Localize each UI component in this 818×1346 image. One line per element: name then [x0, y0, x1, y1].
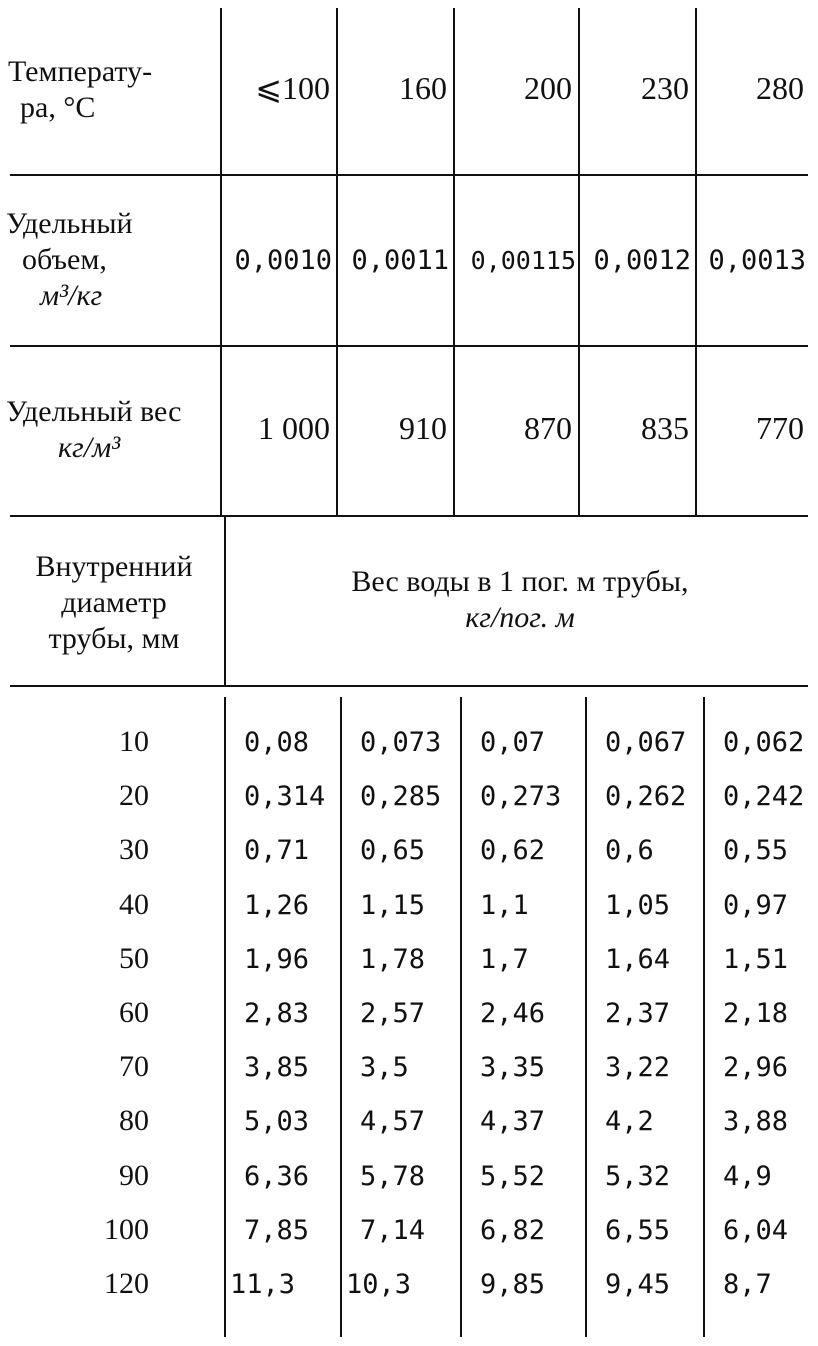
- weight-cell: 3,22: [605, 1051, 671, 1083]
- weight-cell: 0,71: [244, 834, 310, 866]
- rule-2: [10, 345, 808, 347]
- weight-cell: 1,78: [360, 943, 426, 975]
- specific-volume-label-line-2: объем,: [22, 243, 107, 276]
- weight-cell: 1,7: [480, 943, 529, 975]
- rule-3: [10, 515, 808, 517]
- weight-cell: 5,78: [360, 1160, 426, 1192]
- diameter-cell: 100: [104, 1213, 149, 1246]
- weight-cell: 5,52: [480, 1160, 546, 1192]
- weight-cell: 0,073: [360, 726, 442, 758]
- weight-cell: 1,05: [605, 889, 671, 921]
- weight-cell: 3,35: [480, 1051, 546, 1083]
- specific-volume-cell-1: 0,0010: [234, 244, 332, 276]
- specific-weight-cell-3: 870: [524, 410, 572, 446]
- diameter-cell: 30: [119, 833, 149, 866]
- diameter-label-line-3: трубы, мм: [48, 621, 180, 655]
- weight-cell: 0,65: [360, 834, 426, 866]
- weight-cell: 3,88: [723, 1105, 789, 1137]
- weight-cell: 1,26: [244, 889, 310, 921]
- weight-cell: 1,96: [244, 943, 310, 975]
- specific-weight-cell-5: 770: [756, 410, 804, 446]
- weight-cell: 1,1: [480, 889, 529, 921]
- temperature-label-line-2: ра, °C: [20, 91, 96, 124]
- weight-cell: 4,57: [360, 1105, 426, 1137]
- weight-cell: 8,7: [723, 1268, 772, 1300]
- weight-cell: 0,273: [480, 780, 562, 812]
- temperature-cell-4: 230: [641, 70, 689, 106]
- diameter-cell: 20: [119, 779, 149, 812]
- weight-cell: 2,57: [360, 997, 426, 1029]
- weight-cell: 0,062: [723, 726, 805, 758]
- weight-cell: 11,3: [230, 1268, 296, 1300]
- diameter-label-line-2: диаметр: [61, 585, 167, 619]
- diameter-cell: 70: [119, 1050, 149, 1083]
- weight-cell: 2,37: [605, 997, 671, 1029]
- weight-cell: 2,46: [480, 997, 546, 1029]
- specific-volume-cell-4: 0,0012: [593, 244, 691, 276]
- col-rule-1-sub: [224, 517, 226, 685]
- weight-cell: 4,2: [605, 1105, 654, 1137]
- temperature-cell-5: 280: [756, 70, 804, 106]
- weight-cell: 1,64: [605, 943, 671, 975]
- diameter-cell: 60: [119, 996, 149, 1029]
- weight-cell: 9,85: [480, 1268, 546, 1300]
- weight-cell: 0,62: [480, 834, 546, 866]
- diameter-cell: 90: [119, 1159, 149, 1192]
- weight-cell: 0,262: [605, 780, 687, 812]
- diameter-label: [6, 545, 222, 660]
- weight-cell: 5,32: [605, 1160, 671, 1192]
- specific-volume-cell-3: 0,00115: [470, 245, 576, 275]
- weight-cell: 0,242: [723, 780, 805, 812]
- diameter-cell: 80: [119, 1104, 149, 1137]
- weight-cell: 6,82: [480, 1214, 546, 1246]
- specific-weight-label-line-1: Удельный вес: [6, 395, 182, 428]
- weight-cell: 0,97: [723, 889, 789, 921]
- diameter-cell: 40: [119, 888, 149, 921]
- weight-cell: 0,067: [605, 726, 687, 758]
- specific-weight-cell-4: 835: [641, 410, 689, 446]
- rule-1: [10, 174, 808, 176]
- temperature-cell-3: 200: [524, 70, 572, 106]
- temperature-label-line-1: Температу-: [8, 55, 153, 88]
- diameter-label-line-1: Внутренний: [35, 549, 193, 583]
- weight-cell: 7,85: [244, 1214, 310, 1246]
- diameter-cell: 50: [119, 942, 149, 975]
- temperature-cell-1: ⩽100: [255, 70, 330, 106]
- weight-cell: 0,55: [723, 834, 789, 866]
- water-weight-span-line-2: кг/пог. м: [465, 601, 575, 634]
- weight-cell: 2,83: [244, 997, 310, 1029]
- weight-cell: 0,314: [244, 780, 326, 812]
- weight-cell: 1,51: [723, 943, 789, 975]
- temperature-cell-2: 160: [399, 70, 447, 106]
- weight-cell: 10,3: [346, 1268, 412, 1300]
- diameter-cell: 120: [104, 1267, 149, 1300]
- rule-4: [10, 685, 808, 687]
- weight-cell: 3,5: [360, 1051, 409, 1083]
- weight-cell: 1,15: [360, 889, 426, 921]
- water-weight-span-header: [230, 560, 810, 640]
- weight-cell: 6,36: [244, 1160, 310, 1192]
- weight-cell: 2,96: [723, 1051, 789, 1083]
- weight-cell: 0,6: [605, 834, 654, 866]
- weight-cell: 6,04: [723, 1214, 789, 1246]
- weight-cell: 0,07: [480, 726, 546, 758]
- weight-cell: 7,14: [360, 1214, 426, 1246]
- specific-weight-label: [6, 385, 220, 475]
- specific-volume-cell-5: 0,0013: [708, 244, 806, 276]
- diameter-cell: 10: [119, 725, 149, 758]
- specific-weight-cell-2: 910: [399, 410, 447, 446]
- weight-cell: 6,55: [605, 1214, 671, 1246]
- specific-weight-cell-1: 1 000: [258, 410, 330, 446]
- specific-weight-label-line-2: кг/м³: [58, 431, 121, 464]
- weight-cell: 5,03: [244, 1105, 310, 1137]
- weight-cell: 0,285: [360, 780, 442, 812]
- weight-cell: 2,18: [723, 997, 789, 1029]
- temperature-label: [8, 40, 218, 140]
- specific-volume-label-line-3: м³/кг: [40, 279, 103, 312]
- specific-volume-label: [6, 200, 218, 320]
- weight-cell: 4,37: [480, 1105, 546, 1137]
- weight-cell: 9,45: [605, 1268, 671, 1300]
- weight-cell: 3,85: [244, 1051, 310, 1083]
- specific-volume-label-line-1: Удельный: [6, 207, 133, 240]
- weight-cell: 4,9: [723, 1160, 772, 1192]
- specific-volume-cell-2: 0,0011: [351, 244, 449, 276]
- weight-cell: 0,08: [244, 726, 310, 758]
- water-weight-span-line-1: Вес воды в 1 пог. м трубы,: [351, 565, 689, 598]
